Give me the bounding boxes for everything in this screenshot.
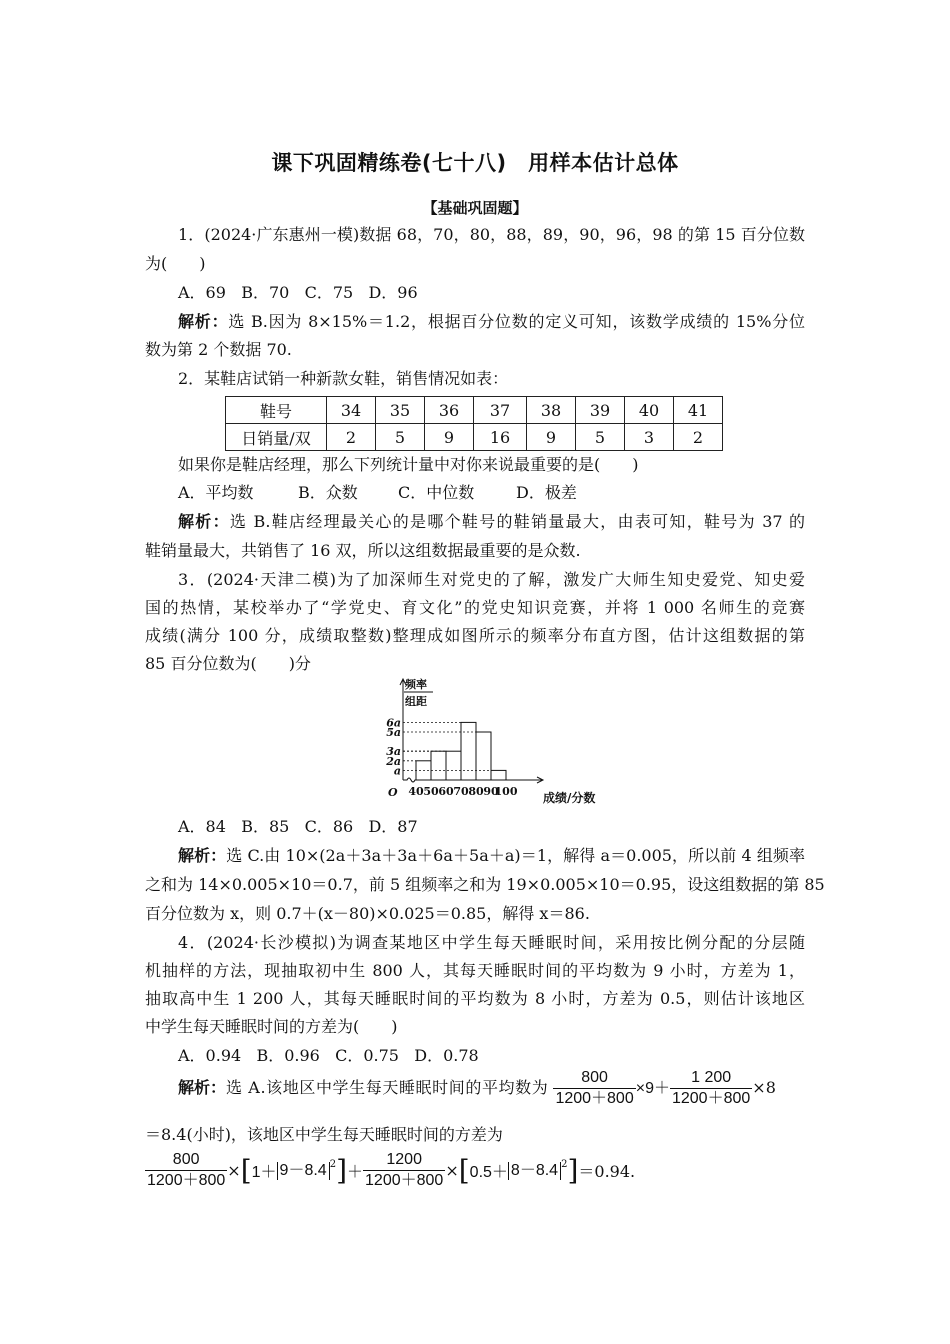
table-header-size: 鞋号	[226, 397, 327, 424]
q3-line2: 国的热情，某校举办了“学党史、育文化”的党史知识竞赛，并将 1 000 名师生的竞赛	[145, 598, 805, 617]
y-tick-label: 3a	[386, 745, 401, 759]
q2-analysis-line1	[178, 512, 805, 532]
q2-option-d: D．极差	[516, 483, 577, 502]
y-ticks	[385, 716, 401, 777]
q4-analysis-line2: ＝8.4(小时)，该地区中学生每天睡眠时间的方差为	[145, 1125, 503, 1144]
x-tick-label: 80	[468, 785, 484, 798]
q2-line2: 如果你是鞋店经理，那么下列统计量中对你来说最重要的是( )	[178, 455, 639, 474]
shoe-sales-table	[225, 396, 723, 451]
q4-option-b: B．0.96	[256, 1046, 320, 1065]
x-tick-label: 50	[423, 785, 439, 798]
q4-analysis-text: 选 A.该地区中学生每天睡眠时间的平均数为	[226, 1078, 549, 1097]
bar-80-90	[476, 732, 491, 780]
y-label-top: 频率	[405, 678, 427, 691]
q3-line4: 85 百分位数为( )分	[145, 654, 311, 673]
table-cell: 9	[425, 424, 474, 451]
q3-analysis-line1	[178, 846, 805, 866]
q1-option-c: C．75	[304, 283, 354, 302]
q4-option-d: D．0.78	[414, 1046, 479, 1065]
q2-analysis-line2: 鞋销量最大，共销售了 16 双，所以这组数据最重要的是众数.	[145, 541, 581, 560]
left-bracket: [	[458, 1154, 470, 1187]
times-9: ×9＋	[635, 1080, 670, 1097]
q3-options	[178, 817, 805, 837]
bar-60-70	[446, 751, 461, 780]
plus-sign: ＋	[347, 1162, 364, 1181]
q3-analysis-line3: 百分位数为 x，则 0.7＋(x－80)×0.025＝0.85，解得 x＝86.	[145, 904, 590, 923]
table-cell: 16	[474, 424, 527, 451]
q4-variance-formula	[145, 1150, 635, 1191]
x-tick-label: 90	[483, 785, 499, 798]
fraction-denominator: 1200＋800	[147, 1172, 226, 1189]
table-cell: 2	[674, 424, 723, 451]
q4-line3: 抽取高中生 1 200 人，其每天睡眠时间的平均数为 8 小时，方差为 0.5，则估计该地区	[145, 989, 805, 1008]
fraction-numerator: 800	[145, 1150, 227, 1171]
q3-option-a: A．84	[178, 817, 226, 836]
bar-70-80	[461, 722, 476, 780]
y-tick-label: 5a	[386, 726, 401, 739]
table-cell: 2	[327, 424, 376, 451]
q2-options	[178, 483, 805, 503]
frequency-histogram	[385, 676, 615, 811]
fraction-numerator: 1200	[363, 1150, 445, 1171]
fraction-denominator: 1200＋800	[671, 1090, 751, 1107]
q4-option-c: C．0.75	[335, 1046, 399, 1065]
table-cell: 34	[327, 397, 376, 424]
table-cell: 40	[625, 397, 674, 424]
abs-value: 9－8.4	[277, 1162, 330, 1180]
x-tick-label: 70	[453, 785, 469, 798]
table-cell: 38	[527, 397, 576, 424]
table-cell: 37	[474, 397, 527, 424]
y-label-bottom: 组距	[405, 695, 427, 708]
table-cell: 35	[376, 397, 425, 424]
times-sign: ×	[445, 1161, 459, 1180]
q2-option-c: C．中位数	[398, 483, 475, 502]
q3-option-c: C．86	[304, 817, 354, 836]
right-bracket: ]	[567, 1154, 579, 1187]
q1-line2: 为( )	[145, 254, 206, 273]
q4-options	[178, 1046, 805, 1066]
q3-option-d: D．87	[368, 817, 418, 836]
q1-options	[178, 283, 805, 303]
q4-option-a: A．0.94	[178, 1046, 242, 1065]
right-bracket: ]	[336, 1154, 348, 1187]
fraction-numerator: 1 200	[670, 1068, 752, 1089]
fraction-numerator: 800	[553, 1068, 635, 1089]
q3-analysis-text: 选 C.由 10×(2a＋3a＋3a＋6a＋5a＋a)＝1，解得 a＝0.005，所以前 4 组频率	[226, 846, 805, 865]
q3-analysis-line2: 之和为 14×0.005×10＝0.7，前 5 组频率之和为 19×0.005×10＝0.95，设这组数据的第 85	[145, 875, 825, 894]
y-tick-label: 2a	[386, 754, 401, 768]
fraction-800	[145, 1150, 227, 1191]
abs-value: 8－8.4	[508, 1162, 561, 1180]
fraction-denominator: 1200＋800	[365, 1172, 444, 1189]
q2-analysis-text: 选 B.鞋店经理最关心的是哪个鞋号的鞋销量最大，由表可知，鞋号为 37 的	[229, 512, 805, 531]
q1-line1: 1．(2024·广东惠州一模)数据 68，70，80，88，89，90，96，98 的第 15 百分位数	[178, 225, 805, 244]
q1-option-a: A．69	[178, 283, 226, 302]
q3-option-b: B．85	[241, 817, 290, 836]
x-tick-label: 40	[408, 785, 424, 798]
times-8: ×8	[752, 1078, 776, 1097]
q3-line1: 3．(2024·天津二模)为了加深师生对党史的了解，激发广大师生知史爱党、知史爱	[178, 570, 805, 589]
table-cell: 5	[376, 424, 425, 451]
q2-line1: 2．某鞋店试销一种新款女鞋，销售情况如表：	[178, 369, 509, 388]
table-cell: 3	[625, 424, 674, 451]
fraction-1200	[670, 1068, 752, 1109]
analysis-label: 解析：	[178, 1078, 227, 1097]
result: ＝0.94.	[578, 1162, 636, 1181]
table-cell: 41	[674, 397, 723, 424]
q4-line1: 4．(2024·长沙模拟)为调查某地区中学生每天睡眠时间，采用按比例分配的分层随	[178, 933, 805, 952]
origin-label: O	[388, 786, 398, 799]
table-header-sales: 日销量/双	[226, 424, 327, 451]
bar-90-100	[491, 770, 506, 780]
table-row	[226, 397, 723, 424]
y-tick-label: a	[393, 764, 401, 778]
bars	[416, 722, 506, 780]
x-tick-label: 100	[494, 785, 518, 798]
table-cell: 5	[576, 424, 625, 451]
q1-option-d: D．96	[368, 283, 418, 302]
q2-option-b: B．众数	[298, 483, 358, 502]
q1-analysis-text: 选 B.因为 8×15%＝1.2，根据百分位数的定义可知，该数学成绩的 15%分位	[228, 312, 805, 331]
exponent: 2	[561, 1159, 568, 1170]
q1-analysis-line2: 数为第 2 个数据 70.	[145, 340, 292, 359]
q1-analysis-line1	[178, 312, 805, 332]
q1-option-b: B．70	[241, 283, 290, 302]
x-tick-label: 60	[438, 785, 454, 798]
y-tick-label: 6a	[386, 716, 401, 730]
q4-line4: 中学生每天睡眠时间的方差为( )	[145, 1017, 398, 1036]
q3-line3: 成绩(满分 100 分，成绩取整数)整理成如图所示的频率分布直方图，估计这组数据的第	[145, 626, 805, 645]
table-row	[226, 424, 723, 451]
analysis-label: 解析：	[178, 312, 229, 331]
q2-option-a: A．平均数	[178, 483, 254, 502]
fraction-1200	[363, 1150, 445, 1191]
x-ticks	[408, 785, 517, 798]
fraction-800	[553, 1068, 635, 1109]
exponent: 2	[329, 1159, 337, 1170]
section-heading: 【基础巩固题】	[422, 199, 528, 217]
left-bracket: [	[240, 1154, 252, 1187]
table-cell: 36	[425, 397, 474, 424]
analysis-label: 解析：	[178, 512, 230, 531]
inner-start: 1＋	[251, 1164, 277, 1181]
q4-line2: 机抽样的方法，现抽取初中生 800 人，其每天睡眠时间的平均数为 9 小时，方差为 1，	[145, 961, 805, 980]
page-title: 课下巩固精练卷(七十八) 用样本估计总体	[271, 151, 679, 175]
inner-start: 0.5＋	[469, 1164, 508, 1181]
x-axis-label: 成绩/分数	[543, 791, 596, 805]
q4-analysis-line1	[178, 1068, 776, 1109]
table-cell: 39	[576, 397, 625, 424]
fraction-denominator: 1200＋800	[555, 1090, 634, 1107]
analysis-label: 解析：	[178, 846, 227, 865]
table-cell: 9	[527, 424, 576, 451]
times-sign: ×	[227, 1161, 241, 1180]
bar-50-60	[431, 751, 446, 780]
